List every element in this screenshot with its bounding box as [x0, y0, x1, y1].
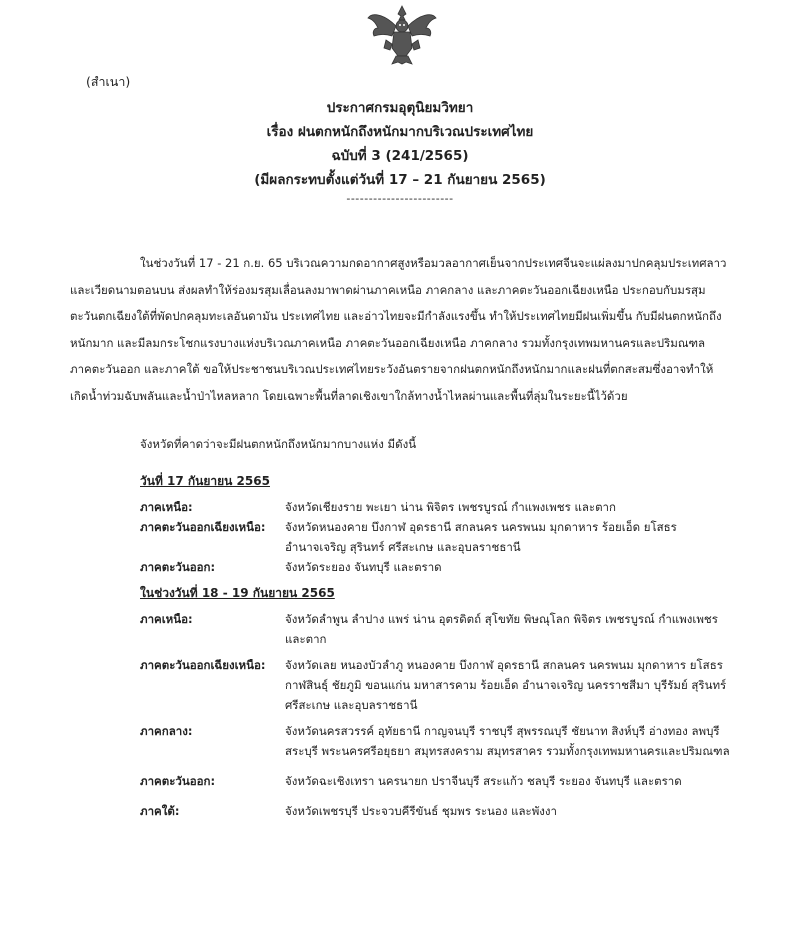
- region-name: ภาคตะวันออก:: [140, 560, 216, 574]
- region-name: ภาคตะวันออก:: [140, 774, 216, 788]
- region-row: [140, 609, 730, 649]
- region-provinces: จังหวัดฉะเชิงเทรา นครนายก ปราจีนบุรี สระแก้ว ชลบุรี ระยอง จันทบุรี และตราด: [285, 774, 682, 788]
- region-row: [140, 517, 730, 557]
- region-row: [140, 497, 730, 517]
- garuda-emblem-icon: [366, 4, 438, 66]
- announcement-heading: [0, 96, 800, 206]
- region-row: [140, 721, 730, 761]
- region-provinces: จังหวัดเลย หนองบัวลำภู หนองคาย บึงกาฬ อุดรธานี สกลนคร นครพนม มุกดาหาร ยโสธร กาฬสินธุ์ ชัยภูมิ ขอนแก่น มหาสารคาม ร้อยเอ็ด อำนาจเจริญ นครราชสีมา บุรีรัมย์ สุรินทร์ ศรีสะเกษ และอุบลราชธานี: [285, 658, 727, 712]
- period-section-2: [140, 583, 730, 821]
- region-name: ภาคใต้:: [140, 804, 180, 818]
- province-intro: จังหวัดที่คาดว่าจะมีฝนตกหนักถึงหนักมากบางแห่ง มีดังนี้: [140, 437, 417, 451]
- region-row: [140, 771, 730, 791]
- issue-number: ฉบับที่ 3 (241/2565): [331, 148, 469, 164]
- region-name: ภาคเหนือ:: [140, 612, 193, 626]
- region-name: ภาคตะวันออกเฉียงเหนือ:: [140, 520, 266, 534]
- main-paragraph: ในช่วงวันที่ 17 - 21 ก.ย. 65 บริเวณความกดอากาศสูงหรือมวลอากาศเย็นจากประเทศจีนจะแผ่ลงมาปกคลุมประเทศลาวและเวียดนามตอนบน ส่งผลทำให้ร่องมรสุมเลื่อนลงมาพาดผ่านภาคเหนือ ภาคกลาง และภาคตะวันออกเฉียงเหนือ ประกอบกับมรสุมตะวันตกเฉียงใต้ที่พัดปกคลุมทะเลอันดามัน ประเทศไทย และอ่าวไทยจะมีกำลังแรงขึ้น ทำให้ประเทศไทยมีฝนเพิ่มขึ้น กับมีฝนตกหนักถึงหนักมาก และมีลมกระโชกแรงบางแห่งบริเวณภาคเหนือ ภาคตะวันออกเฉียงเหนือ ภาคกลาง รวมทั้งกรุงเทพมหานครและปริมณฑล ภาคตะวันออก และภาคใต้ ขอให้ประชาชนบริเวณประเทศไทยระวังอันตรายจากฝนตกหนักถึงหนักมากและฝนที่ตกสะสมซึ่งอาจทำให้เกิดน้ำท่วมฉับพลันและน้ำป่าไหลหลาก โดยเฉพาะพื้นที่ลาดเชิงเขาใกล้ทางน้ำไหลผ่านและพื้นที่ลุ่มในระยะนี้ไว้ด้วย: [70, 256, 727, 403]
- region-name: ภาคกลาง:: [140, 724, 193, 738]
- body-text: [70, 250, 727, 409]
- region-provinces: จังหวัดเพชรบุรี ประจวบคีรีขันธ์ ชุมพร ระนอง และพังงา: [285, 804, 557, 818]
- region-provinces: จังหวัดหนองคาย บึงกาฬ อุดรธานี สกลนคร นครพนม มุกดาหาร ร้อยเอ็ด ยโสธร อำนาจเจริญ สุรินทร์ ศรีสะเกษ และอุบลราชธานี: [285, 520, 677, 554]
- title-divider: ------------------------: [346, 192, 454, 205]
- region-name: ภาคเหนือ:: [140, 500, 193, 514]
- period-title: วันที่ 17 กันยายน 2565: [140, 474, 270, 488]
- region-provinces: จังหวัดนครสวรรค์ อุทัยธานี กาญจนบุรี ราชบุรี สุพรรณบุรี ชัยนาท สิงห์บุรี อ่างทอง ลพบุรี สระบุรี พระนครศรีอยุธยา สมุทรสงคราม สมุทรสาคร รวมทั้งกรุงเทพมหานครและปริมณฑล: [285, 724, 730, 758]
- region-provinces: จังหวัดเชียงราย พะเยา น่าน พิจิตร เพชรบูรณ์ กำแพงเพชร และตาก: [285, 500, 616, 514]
- period-title: ในช่วงวันที่ 18 - 19 กันยายน 2565: [140, 586, 335, 600]
- subject-title: เรื่อง ฝนตกหนักถึงหนักมากบริเวณประเทศไทย: [266, 124, 534, 140]
- region-provinces: จังหวัดลำพูน ลำปาง แพร่ น่าน อุตรดิตถ์ สุโขทัย พิษณุโลก พิจิตร เพชรบูรณ์ กำแพงเพชร และตาก: [285, 612, 718, 646]
- department-title: ประกาศกรมอุตุนิยมวิทยา: [326, 100, 474, 116]
- effective-dates: (มีผลกระทบตั้งแต่วันที่ 17 – 21 กันยายน 2565): [254, 172, 546, 188]
- region-row: [140, 557, 730, 577]
- region-name: ภาคตะวันออกเฉียงเหนือ:: [140, 658, 266, 672]
- region-provinces: จังหวัดระยอง จันทบุรี และตราด: [285, 560, 442, 574]
- region-row: [140, 801, 730, 821]
- copy-label: (สำเนา): [86, 74, 131, 89]
- period-section-1: [140, 471, 730, 577]
- region-row: [140, 655, 730, 715]
